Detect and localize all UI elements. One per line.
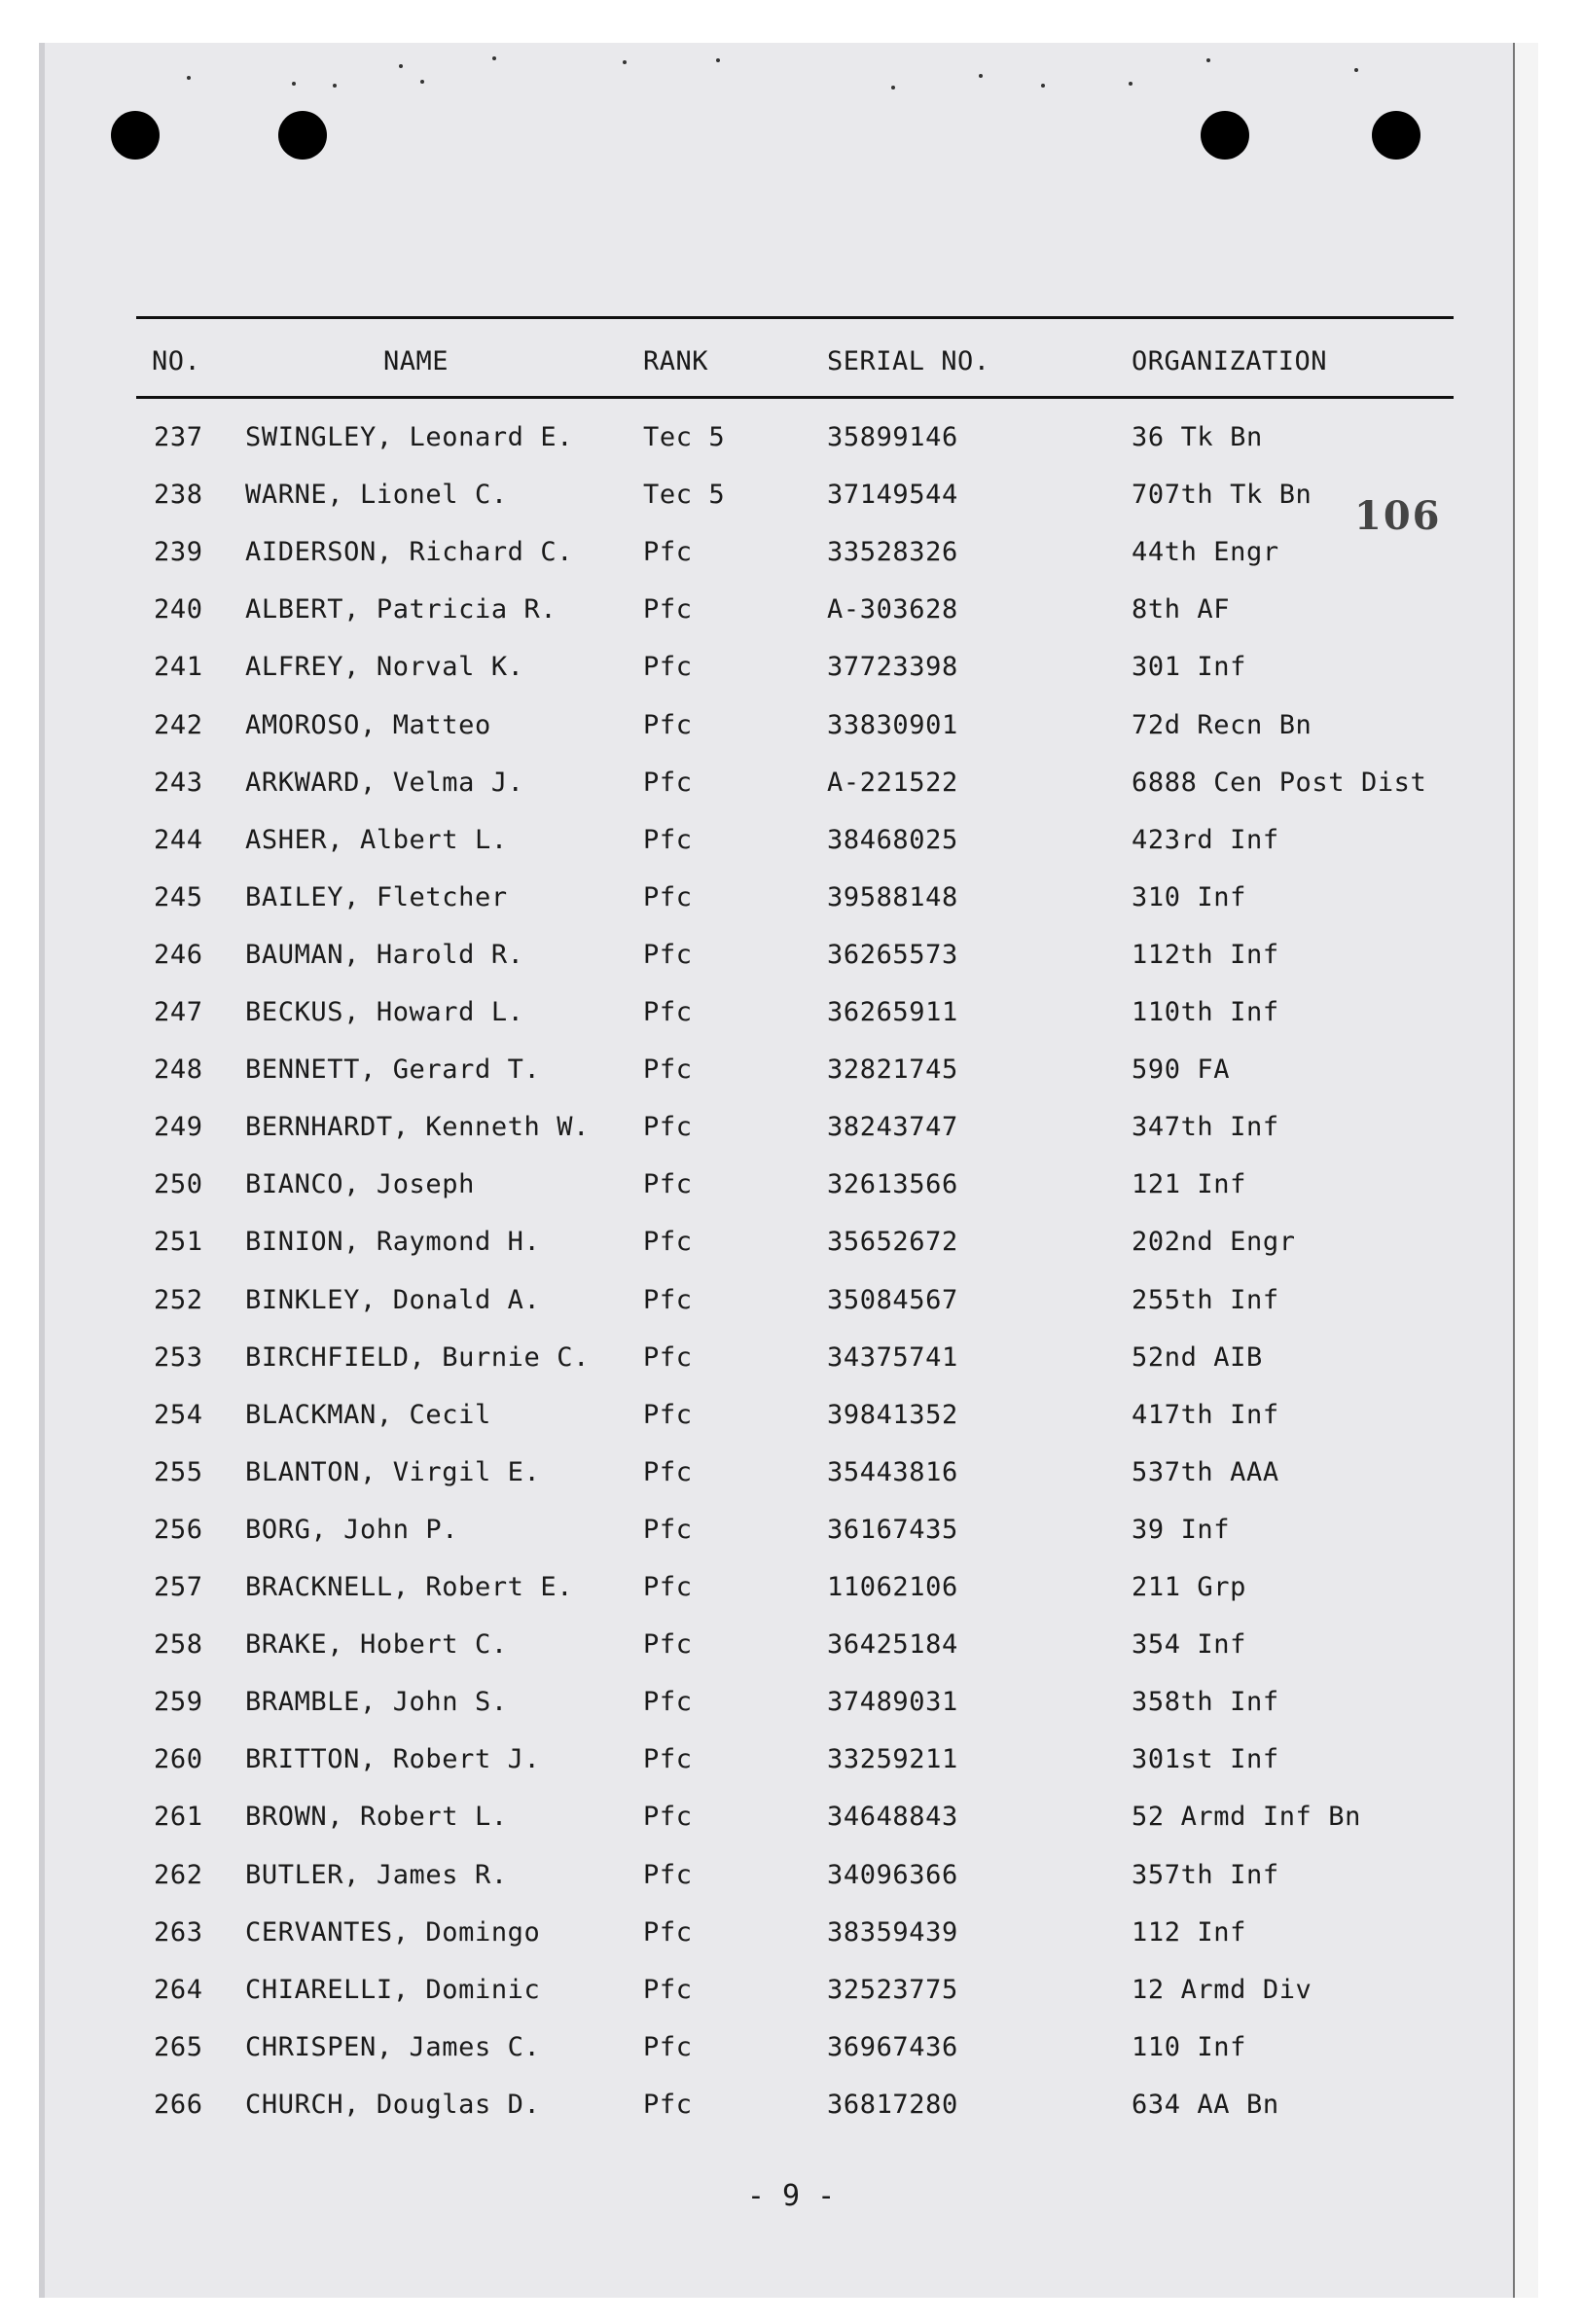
table-row bbox=[0, 1169, 1582, 1208]
row-name: CERVANTES, Domingo bbox=[245, 1916, 541, 1948]
row-organization: 110th Inf bbox=[1132, 997, 1279, 1027]
row-organization: 347th Inf bbox=[1132, 1112, 1279, 1143]
table-row bbox=[0, 652, 1582, 691]
table-row bbox=[0, 710, 1582, 749]
speck bbox=[187, 76, 191, 80]
table-row bbox=[0, 1687, 1582, 1726]
row-number: 242 bbox=[154, 709, 203, 740]
row-name: AIDERSON, Richard C. bbox=[245, 537, 574, 568]
table-row bbox=[0, 1975, 1582, 2014]
table-row bbox=[0, 882, 1582, 921]
row-serial-number: 34648843 bbox=[827, 1802, 958, 1833]
speck bbox=[1041, 84, 1045, 88]
row-serial-number: 37723398 bbox=[827, 652, 958, 683]
row-name: BLACKMAN, Cecil bbox=[245, 1399, 491, 1430]
row-rank: Pfc bbox=[643, 824, 693, 855]
table-row bbox=[0, 1629, 1582, 1668]
speck bbox=[891, 86, 895, 89]
column-header-serial: SERIAL NO. bbox=[827, 346, 990, 376]
row-rank: Pfc bbox=[643, 939, 693, 970]
row-number: 237 bbox=[154, 422, 203, 452]
row-serial-number: 37489031 bbox=[827, 1687, 958, 1718]
row-serial-number: 35084567 bbox=[827, 1284, 958, 1315]
speck bbox=[1354, 68, 1358, 72]
row-serial-number: 39841352 bbox=[827, 1399, 958, 1430]
row-name: SWINGLEY, Leonard E. bbox=[245, 422, 574, 452]
table-row bbox=[0, 1055, 1582, 1093]
row-number: 245 bbox=[154, 881, 203, 912]
row-rank: Pfc bbox=[643, 709, 693, 740]
row-number: 259 bbox=[154, 1687, 203, 1718]
row-organization: 36 Tk Bn bbox=[1132, 422, 1263, 452]
header-top-rule bbox=[136, 316, 1454, 319]
row-organization: 112 Inf bbox=[1132, 1916, 1246, 1948]
speck bbox=[420, 80, 424, 84]
row-organization: 255th Inf bbox=[1132, 1284, 1279, 1315]
row-name: BRAMBLE, John S. bbox=[245, 1687, 508, 1718]
table-row bbox=[0, 594, 1582, 633]
row-name: BORG, John P. bbox=[245, 1514, 459, 1545]
row-serial-number: 35652672 bbox=[827, 1227, 958, 1258]
row-number: 241 bbox=[154, 652, 203, 683]
table-row bbox=[0, 997, 1582, 1036]
row-serial-number: 36967436 bbox=[827, 2031, 958, 2062]
row-organization: 423rd Inf bbox=[1132, 824, 1279, 855]
row-name: WARNE, Lionel C. bbox=[245, 480, 508, 511]
table-row bbox=[0, 422, 1582, 461]
row-organization: 301 Inf bbox=[1132, 652, 1246, 683]
table-row bbox=[0, 1400, 1582, 1439]
row-rank: Pfc bbox=[643, 1629, 693, 1661]
row-name: BROWN, Robert L. bbox=[245, 1802, 508, 1833]
speck bbox=[292, 82, 296, 86]
column-header-name: NAME bbox=[383, 346, 449, 376]
row-name: BINION, Raymond H. bbox=[245, 1227, 541, 1258]
row-rank: Pfc bbox=[643, 1227, 693, 1258]
table-row bbox=[0, 1342, 1582, 1381]
row-organization: 310 Inf bbox=[1132, 881, 1246, 912]
table-row bbox=[0, 1112, 1582, 1151]
row-organization: 634 AA Bn bbox=[1132, 2089, 1279, 2120]
row-serial-number: 38468025 bbox=[827, 824, 958, 855]
speck bbox=[492, 56, 496, 60]
row-organization: 357th Inf bbox=[1132, 1859, 1279, 1890]
row-rank: Pfc bbox=[643, 652, 693, 683]
row-rank: Pfc bbox=[643, 1169, 693, 1200]
row-number: 248 bbox=[154, 1055, 203, 1086]
row-rank: Tec 5 bbox=[643, 422, 726, 452]
row-serial-number: A-221522 bbox=[827, 767, 958, 798]
speck bbox=[623, 60, 627, 64]
row-name: CHRISPEN, James C. bbox=[245, 2031, 541, 2062]
row-rank: Pfc bbox=[643, 1456, 693, 1487]
speck bbox=[399, 64, 403, 68]
row-number: 243 bbox=[154, 767, 203, 798]
row-organization: 12 Armd Div bbox=[1132, 1974, 1312, 2005]
row-rank: Pfc bbox=[643, 1859, 693, 1890]
row-name: BAUMAN, Harold R. bbox=[245, 939, 524, 970]
row-organization: 6888 Cen Post Dist bbox=[1132, 767, 1427, 798]
row-serial-number: 34375741 bbox=[827, 1341, 958, 1373]
row-number: 253 bbox=[154, 1341, 203, 1373]
row-organization: 354 Inf bbox=[1132, 1629, 1246, 1661]
page-number: - 9 - bbox=[746, 2179, 836, 2213]
row-organization: 537th AAA bbox=[1132, 1456, 1279, 1487]
row-organization: 8th AF bbox=[1132, 594, 1231, 626]
row-name: BRAKE, Hobert C. bbox=[245, 1629, 508, 1661]
table-row bbox=[0, 480, 1582, 518]
table-row bbox=[0, 1744, 1582, 1783]
row-number: 249 bbox=[154, 1112, 203, 1143]
row-organization: 417th Inf bbox=[1132, 1399, 1279, 1430]
row-rank: Pfc bbox=[643, 997, 693, 1027]
row-rank: Pfc bbox=[643, 1572, 693, 1602]
row-serial-number: A-303628 bbox=[827, 594, 958, 626]
row-name: BRITTON, Robert J. bbox=[245, 1744, 541, 1775]
row-serial-number: 33830901 bbox=[827, 709, 958, 740]
row-rank: Pfc bbox=[643, 1744, 693, 1775]
row-serial-number: 33259211 bbox=[827, 1744, 958, 1775]
row-rank: Pfc bbox=[643, 767, 693, 798]
speck bbox=[1206, 58, 1210, 62]
row-number: 258 bbox=[154, 1629, 203, 1661]
table-row bbox=[0, 1917, 1582, 1956]
row-name: BLANTON, Virgil E. bbox=[245, 1456, 541, 1487]
row-organization: 121 Inf bbox=[1132, 1169, 1246, 1200]
row-rank: Tec 5 bbox=[643, 480, 726, 511]
row-serial-number: 35443816 bbox=[827, 1456, 958, 1487]
row-number: 257 bbox=[154, 1572, 203, 1602]
column-header-organization: ORGANIZATION bbox=[1132, 346, 1328, 376]
page-stamp-number: 106 bbox=[1354, 493, 1442, 539]
row-rank: Pfc bbox=[643, 1055, 693, 1086]
row-rank: Pfc bbox=[643, 1399, 693, 1430]
table-row bbox=[0, 768, 1582, 806]
row-number: 240 bbox=[154, 594, 203, 626]
row-name: ALBERT, Patricia R. bbox=[245, 594, 557, 626]
row-organization: 44th Engr bbox=[1132, 537, 1279, 568]
row-serial-number: 36265911 bbox=[827, 997, 958, 1027]
column-header-rank: RANK bbox=[643, 346, 709, 376]
punch-hole-icon bbox=[278, 111, 327, 160]
table-row bbox=[0, 1860, 1582, 1899]
row-serial-number: 32523775 bbox=[827, 1974, 958, 2005]
row-name: BECKUS, Howard L. bbox=[245, 997, 524, 1027]
row-serial-number: 32613566 bbox=[827, 1169, 958, 1200]
row-rank: Pfc bbox=[643, 2089, 693, 2120]
row-rank: Pfc bbox=[643, 881, 693, 912]
table-row bbox=[0, 1285, 1582, 1324]
speck bbox=[333, 84, 337, 88]
row-number: 262 bbox=[154, 1859, 203, 1890]
row-rank: Pfc bbox=[643, 1687, 693, 1718]
row-organization: 72d Recn Bn bbox=[1132, 709, 1312, 740]
speck bbox=[979, 74, 983, 78]
row-name: ALFREY, Norval K. bbox=[245, 652, 524, 683]
row-organization: 211 Grp bbox=[1132, 1572, 1246, 1602]
row-rank: Pfc bbox=[643, 1112, 693, 1143]
row-serial-number: 37149544 bbox=[827, 480, 958, 511]
row-serial-number: 38359439 bbox=[827, 1916, 958, 1948]
table-row bbox=[0, 1572, 1582, 1611]
row-rank: Pfc bbox=[643, 1916, 693, 1948]
row-serial-number: 33528326 bbox=[827, 537, 958, 568]
table-row bbox=[0, 1802, 1582, 1841]
column-header-no: NO. bbox=[152, 346, 201, 376]
row-number: 263 bbox=[154, 1916, 203, 1948]
row-name: BIANCO, Joseph bbox=[245, 1169, 475, 1200]
row-number: 247 bbox=[154, 997, 203, 1027]
row-serial-number: 39588148 bbox=[827, 881, 958, 912]
row-name: BAILEY, Fletcher bbox=[245, 881, 508, 912]
table-row bbox=[0, 537, 1582, 576]
table-row bbox=[0, 940, 1582, 979]
row-number: 246 bbox=[154, 939, 203, 970]
row-rank: Pfc bbox=[643, 537, 693, 568]
row-number: 266 bbox=[154, 2089, 203, 2120]
row-number: 252 bbox=[154, 1284, 203, 1315]
speck bbox=[716, 58, 720, 62]
header-bottom-rule bbox=[136, 396, 1454, 399]
table-row bbox=[0, 825, 1582, 864]
row-number: 239 bbox=[154, 537, 203, 568]
row-serial-number: 35899146 bbox=[827, 422, 958, 452]
row-name: BIRCHFIELD, Burnie C. bbox=[245, 1341, 590, 1373]
row-organization: 590 FA bbox=[1132, 1055, 1231, 1086]
row-rank: Pfc bbox=[643, 2031, 693, 2062]
punch-hole-icon bbox=[1201, 111, 1249, 160]
row-name: BRACKNELL, Robert E. bbox=[245, 1572, 574, 1602]
row-number: 256 bbox=[154, 1514, 203, 1545]
table-row bbox=[0, 2032, 1582, 2071]
punch-hole-icon bbox=[111, 111, 160, 160]
row-name: BENNETT, Gerard T. bbox=[245, 1055, 541, 1086]
row-organization: 39 Inf bbox=[1132, 1514, 1231, 1545]
row-organization: 112th Inf bbox=[1132, 939, 1279, 970]
row-name: BINKLEY, Donald A. bbox=[245, 1284, 541, 1315]
row-serial-number: 36817280 bbox=[827, 2089, 958, 2120]
speck bbox=[1129, 82, 1133, 86]
punch-hole-icon bbox=[1372, 111, 1420, 160]
row-name: CHIARELLI, Dominic bbox=[245, 1974, 541, 2005]
row-number: 260 bbox=[154, 1744, 203, 1775]
row-serial-number: 11062106 bbox=[827, 1572, 958, 1602]
row-number: 250 bbox=[154, 1169, 203, 1200]
row-number: 254 bbox=[154, 1399, 203, 1430]
row-serial-number: 38243747 bbox=[827, 1112, 958, 1143]
row-name: ASHER, Albert L. bbox=[245, 824, 508, 855]
row-rank: Pfc bbox=[643, 1341, 693, 1373]
row-name: BERNHARDT, Kenneth W. bbox=[245, 1112, 590, 1143]
row-organization: 52nd AIB bbox=[1132, 1341, 1263, 1373]
table-row bbox=[0, 1457, 1582, 1496]
table-row bbox=[0, 2090, 1582, 2128]
table-row bbox=[0, 1227, 1582, 1266]
row-organization: 202nd Engr bbox=[1132, 1227, 1296, 1258]
row-rank: Pfc bbox=[643, 594, 693, 626]
row-number: 264 bbox=[154, 1974, 203, 2005]
row-number: 261 bbox=[154, 1802, 203, 1833]
row-number: 251 bbox=[154, 1227, 203, 1258]
row-name: ARKWARD, Velma J. bbox=[245, 767, 524, 798]
row-organization: 52 Armd Inf Bn bbox=[1132, 1802, 1361, 1833]
row-organization: 707th Tk Bn bbox=[1132, 480, 1312, 511]
row-name: AMOROSO, Matteo bbox=[245, 709, 491, 740]
row-organization: 110 Inf bbox=[1132, 2031, 1246, 2062]
row-name: CHURCH, Douglas D. bbox=[245, 2089, 541, 2120]
row-serial-number: 36425184 bbox=[827, 1629, 958, 1661]
row-serial-number: 32821745 bbox=[827, 1055, 958, 1086]
row-rank: Pfc bbox=[643, 1802, 693, 1833]
table-row bbox=[0, 1515, 1582, 1554]
row-rank: Pfc bbox=[643, 1514, 693, 1545]
row-number: 238 bbox=[154, 480, 203, 511]
row-organization: 358th Inf bbox=[1132, 1687, 1279, 1718]
row-serial-number: 34096366 bbox=[827, 1859, 958, 1890]
row-rank: Pfc bbox=[643, 1974, 693, 2005]
row-name: BUTLER, James R. bbox=[245, 1859, 508, 1890]
row-serial-number: 36265573 bbox=[827, 939, 958, 970]
row-serial-number: 36167435 bbox=[827, 1514, 958, 1545]
row-number: 265 bbox=[154, 2031, 203, 2062]
row-number: 244 bbox=[154, 824, 203, 855]
row-rank: Pfc bbox=[643, 1284, 693, 1315]
row-number: 255 bbox=[154, 1456, 203, 1487]
row-organization: 301st Inf bbox=[1132, 1744, 1279, 1775]
